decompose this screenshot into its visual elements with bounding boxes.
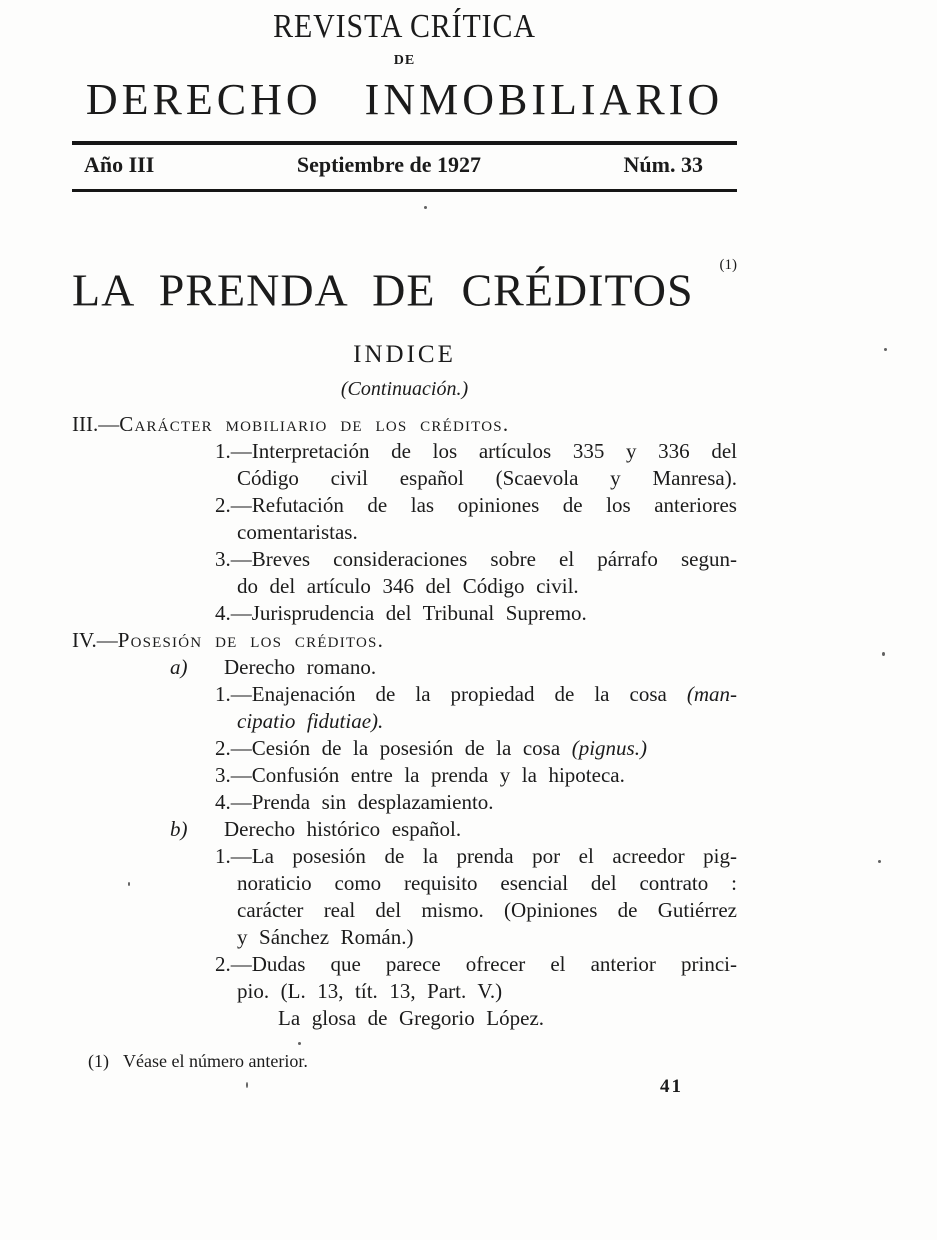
toc-segment: III.— [72, 412, 120, 436]
toc-line [72, 627, 737, 654]
masthead-rule-top [72, 141, 737, 145]
toc-segment: Derecho romano. [224, 655, 377, 679]
scan-speck [298, 1042, 301, 1045]
toc-line [72, 870, 737, 897]
toc-segment: y Sánchez Román.) [237, 925, 414, 949]
toc-line [72, 762, 737, 789]
scan-speck [882, 652, 885, 656]
issue-number: Núm. 33 [623, 152, 703, 177]
toc-segment: comentaristas. [237, 520, 358, 544]
issue-row [72, 149, 737, 181]
toc-line [72, 816, 737, 843]
toc-segment: 2.—Refutación de las opiniones de los anteriores [215, 493, 737, 517]
masthead-rule-bottom [72, 189, 737, 192]
toc-line [72, 411, 737, 438]
toc-segment: Derecho histórico español. [224, 817, 462, 841]
toc-segment: Código civil español (Scaevola y Manresa). [237, 466, 737, 490]
toc-line [72, 735, 737, 762]
scan-speck [128, 882, 130, 886]
toc-line [72, 681, 737, 708]
toc-line [72, 600, 737, 627]
journal-title-line1: REVISTA CRÍTICA [273, 8, 536, 45]
toc-segment: do del artículo 346 del Código civil. [237, 574, 579, 598]
toc-line [72, 438, 737, 465]
issue-year: Año III [84, 152, 155, 177]
toc-segment: IV.— [72, 628, 118, 652]
continuation-note: (Continuación.) [340, 378, 469, 400]
footnote-text: Véase el número anterior. [123, 1051, 308, 1071]
toc-segment: 2.—Cesión de la posesión de la cosa [215, 736, 572, 760]
article-title [72, 257, 737, 318]
toc-line [72, 924, 737, 951]
toc-line [72, 951, 737, 978]
journal-title-connector: DE [393, 53, 416, 68]
toc [72, 411, 737, 1032]
toc-segment: a) [170, 655, 188, 679]
toc-segment: (pignus.) [571, 736, 647, 760]
journal-title-line2: DERECHO INMOBILIARIO [85, 75, 724, 124]
toc-line [72, 465, 737, 492]
scan-speck [878, 860, 881, 863]
toc-segment: b) [170, 817, 188, 841]
page-number: 41 [660, 1076, 683, 1097]
toc-line [72, 978, 737, 1005]
footnote [88, 1051, 308, 1072]
scan-speck [884, 348, 887, 351]
toc-line [72, 897, 737, 924]
toc-segment: 2.—Dudas que parece ofrecer el anterior princi- [215, 952, 737, 976]
toc-segment: pio. (L. 13, tít. 13, Part. V.) [237, 979, 503, 1003]
toc-line [72, 519, 737, 546]
toc-segment: 4.—Jurisprudencia del Tribunal Supremo. [215, 601, 587, 625]
scan-speck [246, 1082, 248, 1088]
toc-segment: 4.—Prenda sin desplazamiento. [215, 790, 494, 814]
toc-segment: La glosa de Gregorio López. [278, 1006, 545, 1030]
toc-line [72, 843, 737, 870]
toc-line [72, 708, 737, 735]
article-title-text: LA PRENDA DE CRÉDITOS [72, 264, 694, 316]
index-heading: INDICE [353, 341, 456, 368]
toc-segment: (man- [686, 682, 737, 706]
toc-segment: 1.—Enajenación de la propiedad de la cosa [215, 682, 687, 706]
footnote-mark: (1) [88, 1051, 109, 1071]
toc-line [72, 789, 737, 816]
toc-line [72, 654, 737, 681]
issue-date: Septiembre de 1927 [296, 152, 481, 177]
toc-segment: 1.—La posesión de la prenda por el acreedor pig- [215, 844, 737, 868]
toc-line [72, 573, 737, 600]
toc-line [72, 1005, 737, 1032]
toc-segment: 3.—Breves consideraciones sobre el párrafo segun- [215, 547, 737, 571]
toc-segment: 1.—Interpretación de los artículos 335 y 336 del [215, 439, 737, 463]
toc-segment: Posesión de los créditos. [117, 628, 385, 652]
toc-segment: 3.—Confusión entre la prenda y la hipoteca. [215, 763, 625, 787]
toc-segment: carácter real del mismo. (Opiniones de Gutiérrez [237, 898, 737, 922]
toc-segment: noraticio como requisito esencial del contrato : [237, 871, 737, 895]
toc-line [72, 546, 737, 573]
scan-speck [424, 206, 427, 209]
toc-segment: Carácter mobiliario de los créditos. [119, 412, 510, 436]
toc-line [72, 492, 737, 519]
toc-segment: cipatio fidutiae). [237, 709, 384, 733]
title-footnote-mark: (1) [719, 257, 738, 273]
